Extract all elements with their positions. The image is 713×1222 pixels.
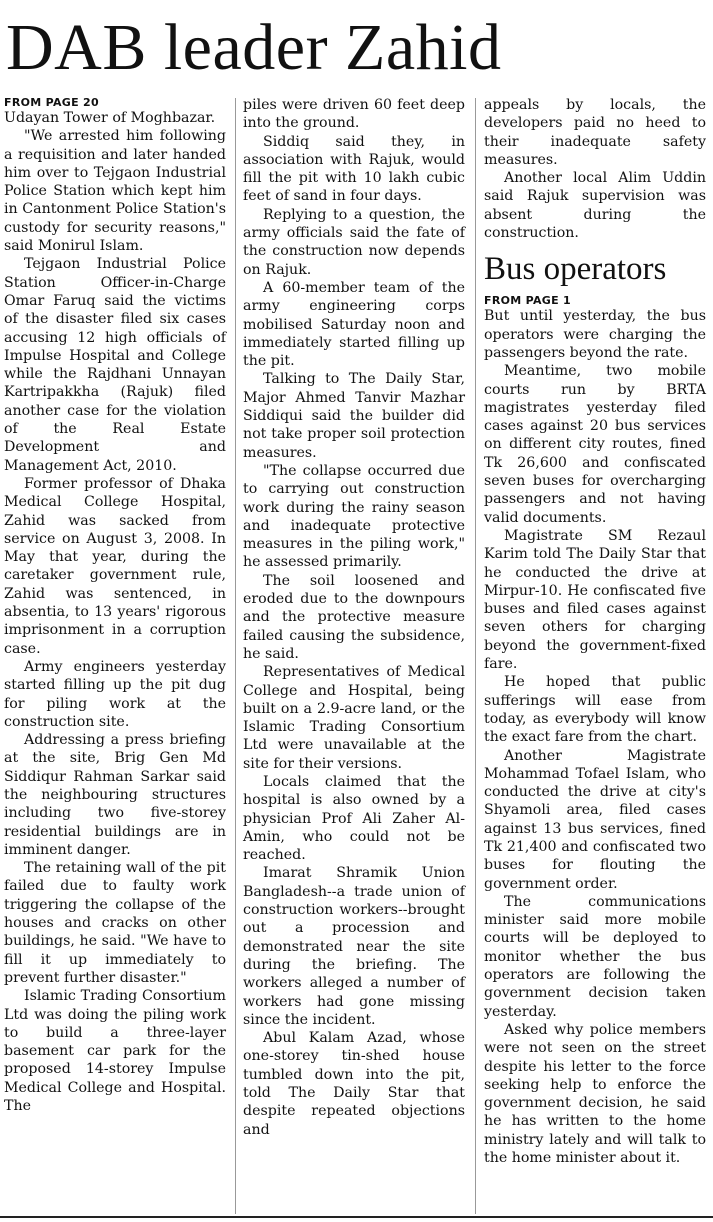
paragraph: Islamic Trading Consortium Ltd was doing the piling work to build a three-layer basement car park for the proposed 14-storey Impulse Medical College and Hospital. The — [4, 988, 226, 1115]
article-column-2 — [243, 96, 465, 1139]
paragraph: Imarat Shramik Union Bangladesh--a trade union of construction workers--brought out a procession and demonstrated near the site during the briefing. The workers alleged a number of workers had gone missing since the incident. — [243, 865, 465, 1028]
paragraph: "We arrested him following a requisition and later handed him over to Tejgaon Industrial Police Station which kept him in Cantonment Police Station's custody for security reasons," said Monirul Islam. — [4, 128, 226, 255]
article-column-1 — [4, 96, 226, 1115]
paragraph: The soil loosened and eroded due to the downpours and the protective measure failed causing the subsidence, he said. — [243, 572, 465, 662]
paragraph: piles were driven 60 feet deep into the ground. — [243, 97, 465, 132]
paragraph: The retaining wall of the pit failed due to faulty work triggering the collapse of the houses and cracks on other buildings, he said. "We have to fill it up immediately to prevent further disaster." — [4, 860, 226, 986]
paragraph: Replying to a question, the army officials said the fate of the construction now depends on Rajuk. — [243, 206, 465, 278]
bottom-rule — [0, 1216, 713, 1218]
paragraph: He hoped that public sufferings will ease from today, as everybody will know the exact fare from the chart. — [484, 674, 706, 746]
column-rule — [475, 98, 476, 1214]
paragraph: A 60-member team of the army engineering corps mobilised Saturday noon and immediately started filling up the pit. — [243, 279, 465, 370]
paragraph: "The collapse occurred due to carrying out construction work during the rainy season and inadequate protective measures in the piling work," he assessed primarily. — [243, 462, 465, 571]
paragraph: Talking to The Daily Star, Major Ahmed Tanvir Mazhar Siddiqui said the builder did not take proper soil protection measures. — [243, 371, 465, 461]
headline: DAB leader Zahid — [6, 11, 502, 84]
paragraph: Tejgaon Industrial Police Station Officer-in-Charge Omar Faruq said the victims of the disaster filed six cases accusing 12 high officials of Impulse Hospital and College while the Rajdhani Unnayan Kartripakkha (Rajuk) filed another case for the violation of the Real Estate Development and Management Act, 2010. — [4, 256, 226, 474]
paragraph: Siddiq said they, in association with Rajuk, would fill the pit with 10 lakh cubic feet of sand in four days. — [243, 133, 465, 205]
paragraph: Another Magistrate Mohammad Tofael Islam, who conducted the drive at city's Shyamoli area, filed cases against 13 bus services, fined Tk 21,400 and confiscated two buses for flouting the government order. — [484, 747, 706, 892]
paragraph: Army engineers yesterday started filling up the pit dug for piling work at the construction site. — [4, 658, 226, 730]
paragraph: Representatives of Medical College and Hospital, being built on a 2.9-acre land, or the Islamic Trading Consortium Ltd were unavailable at the site for their versions. — [243, 664, 465, 772]
column-rule — [235, 98, 236, 1214]
paragraph: appeals by locals, the developers paid no heed to their inadequate safety measures. — [484, 97, 706, 168]
paragraph: Locals claimed that the hospital is also owned by a physician Prof Ali Zaher Al-Amin, who could not be reached. — [243, 773, 465, 864]
paragraph: The communications minister said more mobile courts will be deployed to monitor whether the bus operators are following the government decision taken yesterday. — [484, 893, 706, 1020]
paragraph: Former professor of Dhaka Medical College Hospital, Zahid was sacked from service on August 3, 2008. In May that year, during the caretaker government rule, Zahid was sentenced, in absentia, to 13 years' rigorous imprisonment in a corruption case. — [4, 475, 226, 657]
paragraph: Abul Kalam Azad, whose one-storey tin-shed house tumbled down into the pit, told The Daily Star that despite repeated objections and — [243, 1030, 465, 1138]
jump-line: FROM PAGE 20 — [4, 96, 99, 109]
jump-line: FROM PAGE 1 — [484, 294, 572, 308]
paragraph: Another local Alim Uddin said Rajuk supervision was absent during the construction. — [484, 170, 706, 242]
paragraph: Udayan Tower of Moghbazar. — [4, 110, 216, 126]
paragraph: Magistrate SM Rezaul Karim told The Daily Star that he conducted the drive at Mirpur-10. He confiscated five buses and filed cases against seven others for charging beyond the government-fixed fare. — [484, 527, 706, 673]
paragraph: Meantime, two mobile courts run by BRTA magistrates yesterday filed cases against 20 bus services on different city routes, fined Tk 26,600 and confiscated seven buses for overcharging passengers and not having valid documents. — [484, 363, 706, 526]
paragraph: But until yesterday, the bus operators were charging the passengers beyond the rate. — [484, 308, 706, 361]
paragraph: Asked why police members were not seen on the street despite his letter to the force seeking help to enforce the government decision, he said he has written to the home ministry lately and will talk to the home minister about it. — [484, 1021, 706, 1167]
subheadline: Bus operators — [484, 251, 667, 288]
paragraph: Addressing a press briefing at the site, Brig Gen Md Siddiqur Rahman Sarkar said the neighbouring structures including two five-storey residential buildings are in imminent danger. — [4, 732, 226, 858]
article-column-3 — [484, 96, 706, 1167]
